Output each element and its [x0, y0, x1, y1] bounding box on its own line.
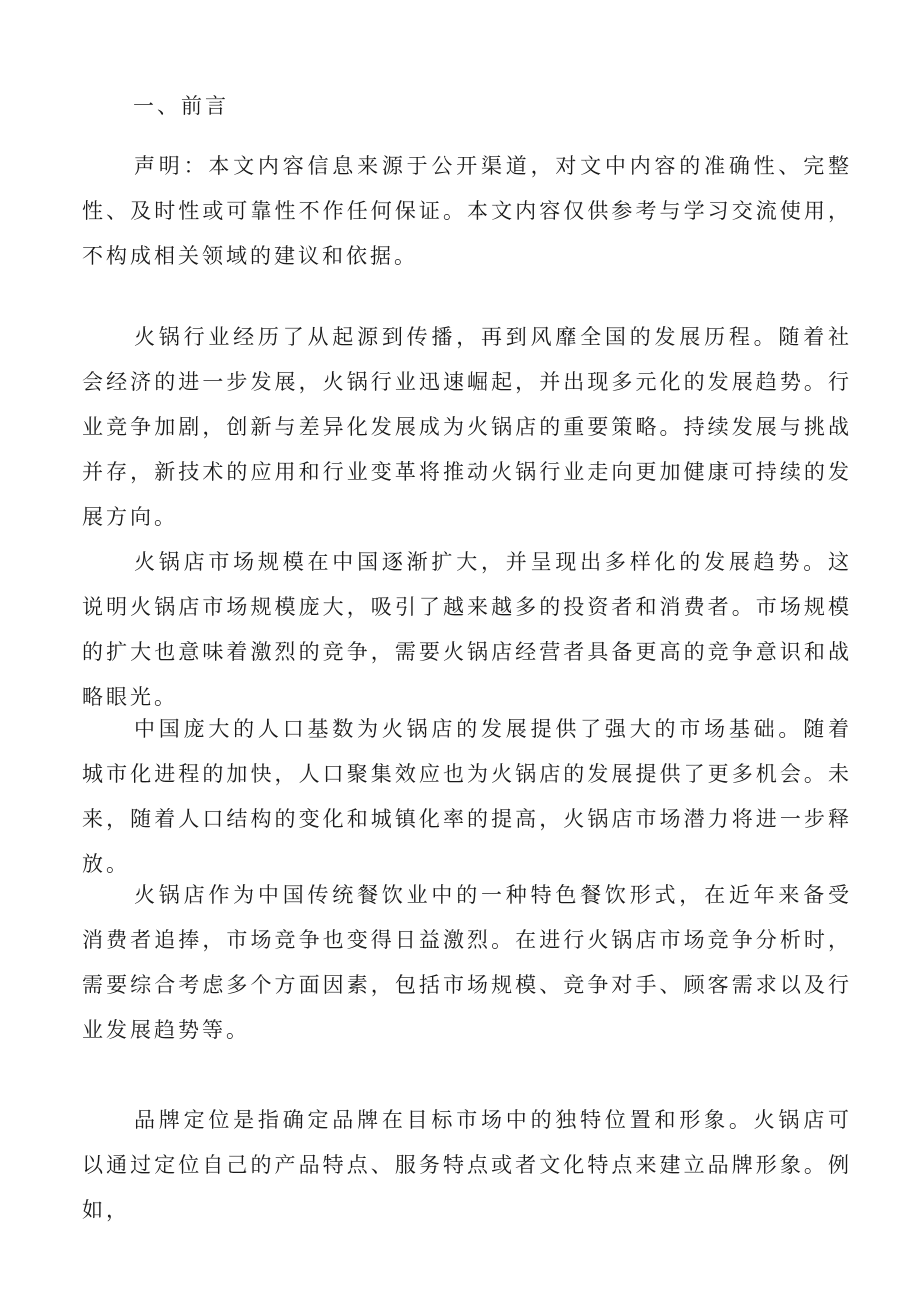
- market-size-paragraph: 火锅店市场规模在中国逐渐扩大，并呈现出多样化的发展趋势。这说明火锅店市场规模庞大，吸引了越来越多的投资者和消费者。市场规模的扩大也意味着激烈的竞争，需要火锅店经营者具备更高的竞争意识和战略眼光。: [82, 550, 852, 709]
- industry-history-paragraph: 火锅行业经历了从起源到传播，再到风靡全国的发展历程。随着社会经济的进一步发展，火锅行业迅速崛起，并出现多元化的发展趋势。行业竞争加剧，创新与差异化发展成为火锅店的重要策略。持续发展与挑战并存，新技术的应用和行业变革将推动火锅行业走向更加健康可持续的发展方向。: [82, 325, 852, 529]
- section-heading: 一、前言: [133, 94, 229, 118]
- population-base-paragraph: 中国庞大的人口基数为火锅店的发展提供了强大的市场基础。随着城市化进程的加快，人口聚集效应也为火锅店的发展提供了更多机会。未来，随着人口结构的变化和城镇化率的提高，火锅店市场潜力将进一步释放。: [82, 717, 852, 876]
- brand-positioning-paragraph: 品牌定位是指确定品牌在目标市场中的独特位置和形象。火锅店可以通过定位自己的产品特点、服务特点或者文化特点来建立品牌形象。例如，: [82, 1108, 852, 1222]
- competition-analysis-paragraph: 火锅店作为中国传统餐饮业中的一种特色餐饮形式，在近年来备受消费者追捧，市场竞争也变得日益激烈。在进行火锅店市场竞争分析时，需要综合考虑多个方面因素，包括市场规模、竞争对手、顾客需求以及行业发展趋势等。: [82, 883, 852, 1042]
- disclaimer-paragraph: 声明：本文内容信息来源于公开渠道，对文中内容的准确性、完整性、及时性或可靠性不作任何保证。本文内容仅供参考与学习交流使用，不构成相关领域的建议和依据。: [82, 154, 852, 268]
